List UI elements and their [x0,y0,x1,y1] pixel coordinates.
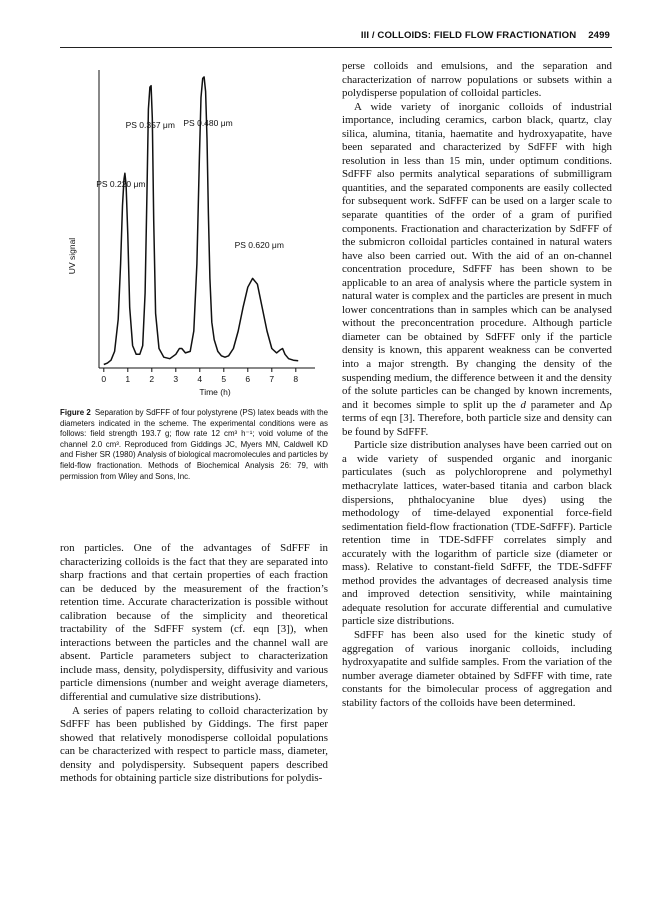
right-paragraph-2-part-a: A wide variety of inorganic colloids of industrial importance, including ceramics, carbon black, quartz, clay silica, alumina, titania, haematite and hydroxyapatite, have been separated and characterized by SdFFF with high resolution in less than 15 min, under optimum conditions. SdFFF also permits analytical separations of submilligram quantities, and the separated components are easily collected for subsequent work. SdFFF can be used on a larger scale to separate quantities of the order of a gram of purified components. Fractionation and characterization by SdFFF of the submicron colloidal particles contained in natural waters have also been carried out. With the aid of an on-channel concentration procedure, SdFFF has been shown to be applicable to an area of analysis where the particle system in natural water is complex and the particles are present in much lower concentrations than in samples which can be analysed without the preconcentration procedure. Although particle diameter can be obtained by SdFFF only if the particle density is known, this apparent weakness can be converted into a major strength. By changing the density of the suspending medium, the difference between it and the density of the solute particles can be changed by known increments, and it becomes simple to split up the [342,100,612,411]
peak-annotation: PS 0.620 μm [234,240,284,250]
peak-annotation: PS 0.220 μm [96,179,146,189]
peak-annotation: PS 0.480 μm [183,118,233,128]
page-number: 2499 [588,30,610,41]
header-rule [60,47,612,48]
d-parameter-symbol: d [520,398,526,411]
right-paragraph-2-part-b: parameter and Δρ terms of eqn [3]. Therefore, both particle size and density can be found by SdFFF. [342,398,613,438]
right-column [342,60,612,710]
right-paragraph-3: Particle size distribution analyses have been carried out on a wide variety of suspended organic and inorganic particulates (such as polychloroprene and polymethyl methacrylate lattices, water-based titania and carbon black dispersions, phthalocyanine blue dyes) using the methodology of time-delayed exponential force-field sedimentation field-flow fractionation (TDE-SdFFF). Particle retention time in TDE-SdFFF correlates simply and accurately with the logarithm of particle size (diameter or mass). Relative to constant-field SdFFF, the TDE-SdFFF method provides the advantages of decreased analysis time and improved detection sensitivity, while maintaining adequate resolution for accurate differential and cumulative particle size distributions. [342,439,612,628]
right-paragraph-2 [342,101,612,440]
y-axis-label: UV signal [67,237,77,275]
running-header [361,30,610,41]
x-tick-label: 6 [245,374,251,384]
x-tick-label: 0 [101,374,107,384]
x-tick-label: 4 [197,374,203,384]
running-title: III / COLLOIDS: FIELD FLOW FRACTIONATION [360,30,577,41]
figure-caption-text: Separation by SdFFF of four polystyrene (PS) latex beads with the diameters indicated in the scheme. The experimental conditions were as follows: field strength 193.7 g; flow rate 12 cm³ h⁻¹; void volume of the channel 2.0 cm³. Reproduced from Giddings JC, Myers MN, Caldwell KD and Fisher SR (1980) Analysis of biological macromolecules and particles by field-flow fractionation. Methods of Biochemical Analysis 26: 79, with permission from Wiley and Sons, Inc. [60,408,328,481]
chromatogram-chart [60,60,330,400]
x-tick-label: 1 [125,374,131,384]
x-tick-label: 3 [173,374,179,384]
figure-2 [60,60,330,400]
x-tick-label: 2 [149,374,155,384]
x-tick-label: 7 [269,374,275,384]
x-tick-label: 8 [293,374,299,384]
left-column [60,542,328,786]
figure-caption [60,408,328,482]
figure-label: Figure 2 [60,408,91,417]
x-tick-label: 5 [221,374,227,384]
right-paragraph-1: perse colloids and emulsions, and the separation and characterization of narrow populations or subsets within a polydisperse population of colloidal particles. [342,60,612,100]
left-paragraph-1: ron particles. One of the advantages of SdFFF in characterizing colloids is the fact that they are separated into sharp fractions and that certain properties of each fraction can be deduced by the measurement of the fraction’s retention time. Accurate characterization is possible without calibration because of the simplicity and theoretical tractability of the SdFFF system (cf. eqn [3]), when interactions between the particles and the channel wall are absent. Particle parameters subject to characterization include mass, density, polydispersity, diffusivity and various particle dimensions (number and weight average diameters, differential and cumulative size distributions). [60,542,328,704]
x-axis-label: Time (h) [199,387,231,397]
left-paragraph-2: A series of papers relating to colloid characterization by SdFFF has been published by Giddings. The first paper showed that relatively monodisperse colloidal populations can be characterized with respect to particle mass, diameter, density and polydispersity. Subsequent papers described methods for obtaining particle size distributions for polydis- [60,704,328,785]
peak-annotation: PS 0.357 μm [125,120,175,130]
right-paragraph-4: SdFFF has been also used for the kinetic study of aggregation of various inorganic colloids, including hydroxyapatite and sulfide samples. From the variation of the number average diameter obtained by SdFFF with time, rate constants for the bimolecular process of aggregation and stability factors of the colloids have been determined. [342,628,612,709]
